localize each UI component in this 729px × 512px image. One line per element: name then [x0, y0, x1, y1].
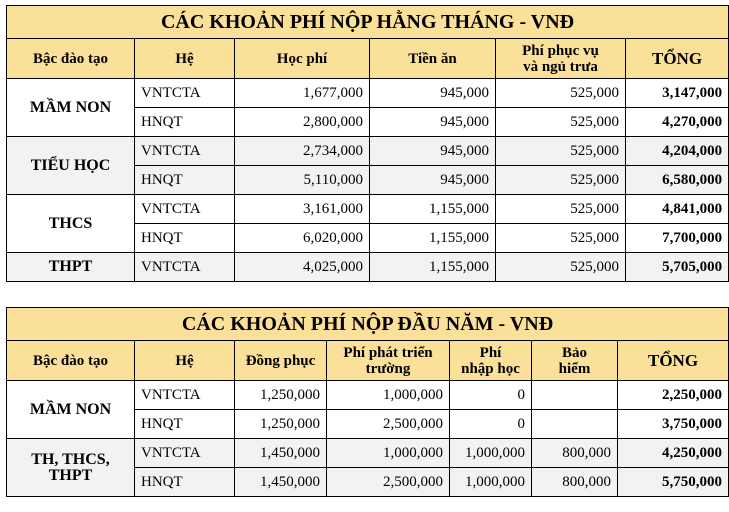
level-cell: MẦM NON	[7, 381, 135, 439]
column-header: Bậc đào tạo	[7, 341, 135, 381]
system-cell: HNQT	[135, 468, 235, 497]
uniform-cell: 1,450,000	[235, 439, 327, 468]
table-row	[7, 137, 729, 166]
total-cell: 5,750,000	[618, 468, 729, 497]
development-cell: 1,000,000	[327, 439, 450, 468]
total-cell: 6,580,000	[626, 166, 729, 195]
meals-cell: 945,000	[370, 166, 496, 195]
column-header: Học phí	[235, 39, 370, 79]
column-header: Phí phục vụ và ngủ trưa	[496, 39, 626, 79]
meals-cell: 945,000	[370, 137, 496, 166]
admission-cell: 1,000,000	[450, 468, 532, 497]
development-cell: 1,000,000	[327, 381, 450, 410]
table-row	[7, 439, 729, 468]
table-row	[7, 195, 729, 224]
table-row	[7, 253, 729, 282]
service-cell: 525,000	[496, 108, 626, 137]
meals-cell: 1,155,000	[370, 195, 496, 224]
tuition-cell: 2,800,000	[235, 108, 370, 137]
total-cell: 4,841,000	[626, 195, 729, 224]
total-cell: 3,147,000	[626, 79, 729, 108]
total-cell: 4,270,000	[626, 108, 729, 137]
system-cell: VNTCTA	[135, 439, 235, 468]
tuition-cell: 1,677,000	[235, 79, 370, 108]
insurance-cell: 800,000	[532, 468, 618, 497]
system-cell: VNTCTA	[135, 137, 235, 166]
level-cell: THCS	[7, 195, 135, 253]
column-header: Đồng phục	[235, 341, 327, 381]
insurance-cell: 800,000	[532, 439, 618, 468]
table-row	[7, 79, 729, 108]
insurance-cell	[532, 381, 618, 410]
column-header: Phí phát triển trường	[327, 341, 450, 381]
total-cell: 5,705,000	[626, 253, 729, 282]
tuition-cell: 6,020,000	[235, 224, 370, 253]
admission-cell: 0	[450, 381, 532, 410]
tuition-cell: 3,161,000	[235, 195, 370, 224]
annual-fees-table	[6, 307, 729, 497]
column-header: Hệ	[135, 341, 235, 381]
level-cell: THPT	[7, 253, 135, 282]
system-cell: VNTCTA	[135, 381, 235, 410]
system-cell: HNQT	[135, 166, 235, 195]
total-cell: 2,250,000	[618, 381, 729, 410]
meals-cell: 1,155,000	[370, 224, 496, 253]
uniform-cell: 1,450,000	[235, 468, 327, 497]
insurance-cell	[532, 410, 618, 439]
tuition-cell: 5,110,000	[235, 166, 370, 195]
tuition-cell: 4,025,000	[235, 253, 370, 282]
column-header: Tiền ăn	[370, 39, 496, 79]
system-cell: HNQT	[135, 224, 235, 253]
admission-cell: 0	[450, 410, 532, 439]
total-cell: 3,750,000	[618, 410, 729, 439]
annual-title: CÁC KHOẢN PHÍ NỘP ĐẦU NĂM - VNĐ	[7, 308, 729, 341]
table-row	[7, 381, 729, 410]
total-cell: 4,250,000	[618, 439, 729, 468]
level-cell: TIỂU HỌC	[7, 137, 135, 195]
development-cell: 2,500,000	[327, 468, 450, 497]
service-cell: 525,000	[496, 195, 626, 224]
service-cell: 525,000	[496, 79, 626, 108]
system-cell: HNQT	[135, 410, 235, 439]
service-cell: 525,000	[496, 253, 626, 282]
system-cell: HNQT	[135, 108, 235, 137]
meals-cell: 945,000	[370, 79, 496, 108]
monthly-title: CÁC KHOẢN PHÍ NỘP HẰNG THÁNG - VNĐ	[7, 6, 729, 39]
total-cell: 4,204,000	[626, 137, 729, 166]
level-cell: TH, THCS, THPT	[7, 439, 135, 497]
level-cell: MẦM NON	[7, 79, 135, 137]
development-cell: 2,500,000	[327, 410, 450, 439]
column-header: Bậc đào tạo	[7, 39, 135, 79]
service-cell: 525,000	[496, 137, 626, 166]
service-cell: 525,000	[496, 224, 626, 253]
column-header: Hệ	[135, 39, 235, 79]
meals-cell: 945,000	[370, 108, 496, 137]
uniform-cell: 1,250,000	[235, 410, 327, 439]
system-cell: VNTCTA	[135, 253, 235, 282]
system-cell: VNTCTA	[135, 79, 235, 108]
total-cell: 7,700,000	[626, 224, 729, 253]
column-header: Bảo hiểm	[532, 341, 618, 381]
admission-cell: 1,000,000	[450, 439, 532, 468]
monthly-fees-table	[6, 5, 729, 282]
tuition-cell: 2,734,000	[235, 137, 370, 166]
column-header: TỔNG	[618, 341, 729, 381]
uniform-cell: 1,250,000	[235, 381, 327, 410]
meals-cell: 1,155,000	[370, 253, 496, 282]
system-cell: VNTCTA	[135, 195, 235, 224]
column-header: Phí nhập học	[450, 341, 532, 381]
column-header: TỔNG	[626, 39, 729, 79]
service-cell: 525,000	[496, 166, 626, 195]
